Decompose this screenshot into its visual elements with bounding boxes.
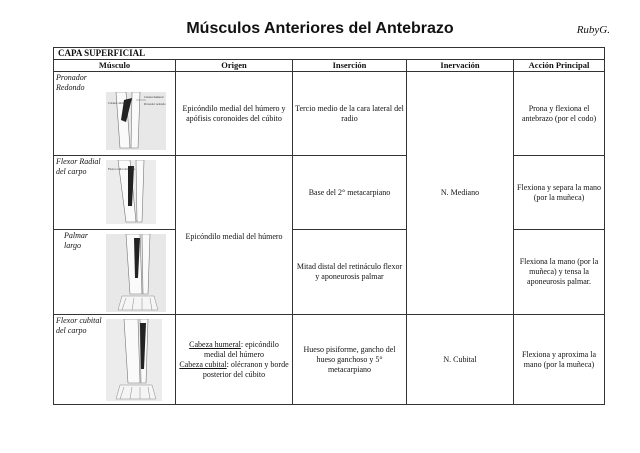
table-row — [54, 230, 605, 315]
muscle-cell — [54, 315, 176, 405]
pronator-teres-illustration — [106, 92, 166, 150]
header-insertion: Inserción — [293, 60, 407, 72]
muscle-table — [53, 47, 605, 405]
header-innervation: Inervación — [407, 60, 514, 72]
flexor-carpi-radialis-illustration — [106, 160, 166, 224]
muscle-cell — [54, 230, 176, 315]
innervation-cell: N. Mediano — [407, 72, 514, 315]
image-label: Flexor radial del carpo — [108, 167, 136, 172]
action-cell: Flexiona y separa la mano (por la muñeca) — [514, 156, 605, 230]
origin-cell: Epicóndilo medial del húmero y apófisis coronoides del cúbito — [176, 72, 293, 156]
origin-part-label: Cabeza cubital — [179, 359, 227, 369]
origin-part-text: : olécranon y borde posterior del cúbito — [202, 359, 289, 379]
muscle-name: Flexor cubital del carpo — [56, 316, 102, 335]
action-cell: Flexiona y aproxima la mano (por la muñeca) — [514, 315, 605, 405]
image-label: Cabeza humeral — [144, 95, 164, 100]
page-title: Músculos Anteriores del Antebrazo — [186, 20, 454, 37]
muscle-cell — [54, 72, 176, 156]
flexor-carpi-ulnaris-illustration — [106, 319, 166, 401]
origin-cell-shared: Epicóndilo medial del húmero — [176, 156, 293, 315]
header-muscle: Músculo — [54, 60, 176, 72]
innervation-cell: N. Cubital — [407, 315, 514, 405]
author-signature: RubyG. — [576, 24, 610, 36]
origin-part-text: : epicóndilo medial del húmero — [204, 339, 279, 359]
muscle-cell — [54, 156, 176, 230]
muscle-name: Flexor Radial del carpo — [56, 157, 101, 176]
muscle-name: Palmar largo — [64, 231, 88, 250]
insertion-cell: Base del 2° metacarpiano — [293, 156, 407, 230]
action-cell: Flexiona la mano (por la muñeca) y tensa la aponeurosis palmar. — [514, 230, 605, 315]
header-row — [54, 60, 605, 72]
palmaris-longus-illustration — [106, 234, 166, 312]
origin-part-label: Cabeza humeral — [189, 339, 241, 349]
header-action: Acción Principal — [514, 60, 605, 72]
section-row — [54, 48, 605, 60]
insertion-cell: Hueso pisiforme, gancho del hueso ganchoso y 5° metacarpiano — [293, 315, 407, 405]
table-row — [54, 315, 605, 405]
image-label: Pronador redondo — [144, 102, 166, 107]
image-label: Cabeza cubital — [108, 101, 126, 106]
table-row — [54, 156, 605, 230]
origin-cell — [176, 315, 293, 405]
header-origin: Origen — [176, 60, 293, 72]
section-label: CAPA SUPERFICIAL — [54, 48, 605, 60]
table-row — [54, 72, 605, 156]
insertion-cell: Tercio medio de la cara lateral del radio — [293, 72, 407, 156]
insertion-cell: Mitad distal del retináculo flexor y aponeurosis palmar — [293, 230, 407, 315]
action-cell: Prona y flexiona el antebrazo (por el codo) — [514, 72, 605, 156]
muscle-name: Pronador Redondo — [56, 73, 87, 92]
